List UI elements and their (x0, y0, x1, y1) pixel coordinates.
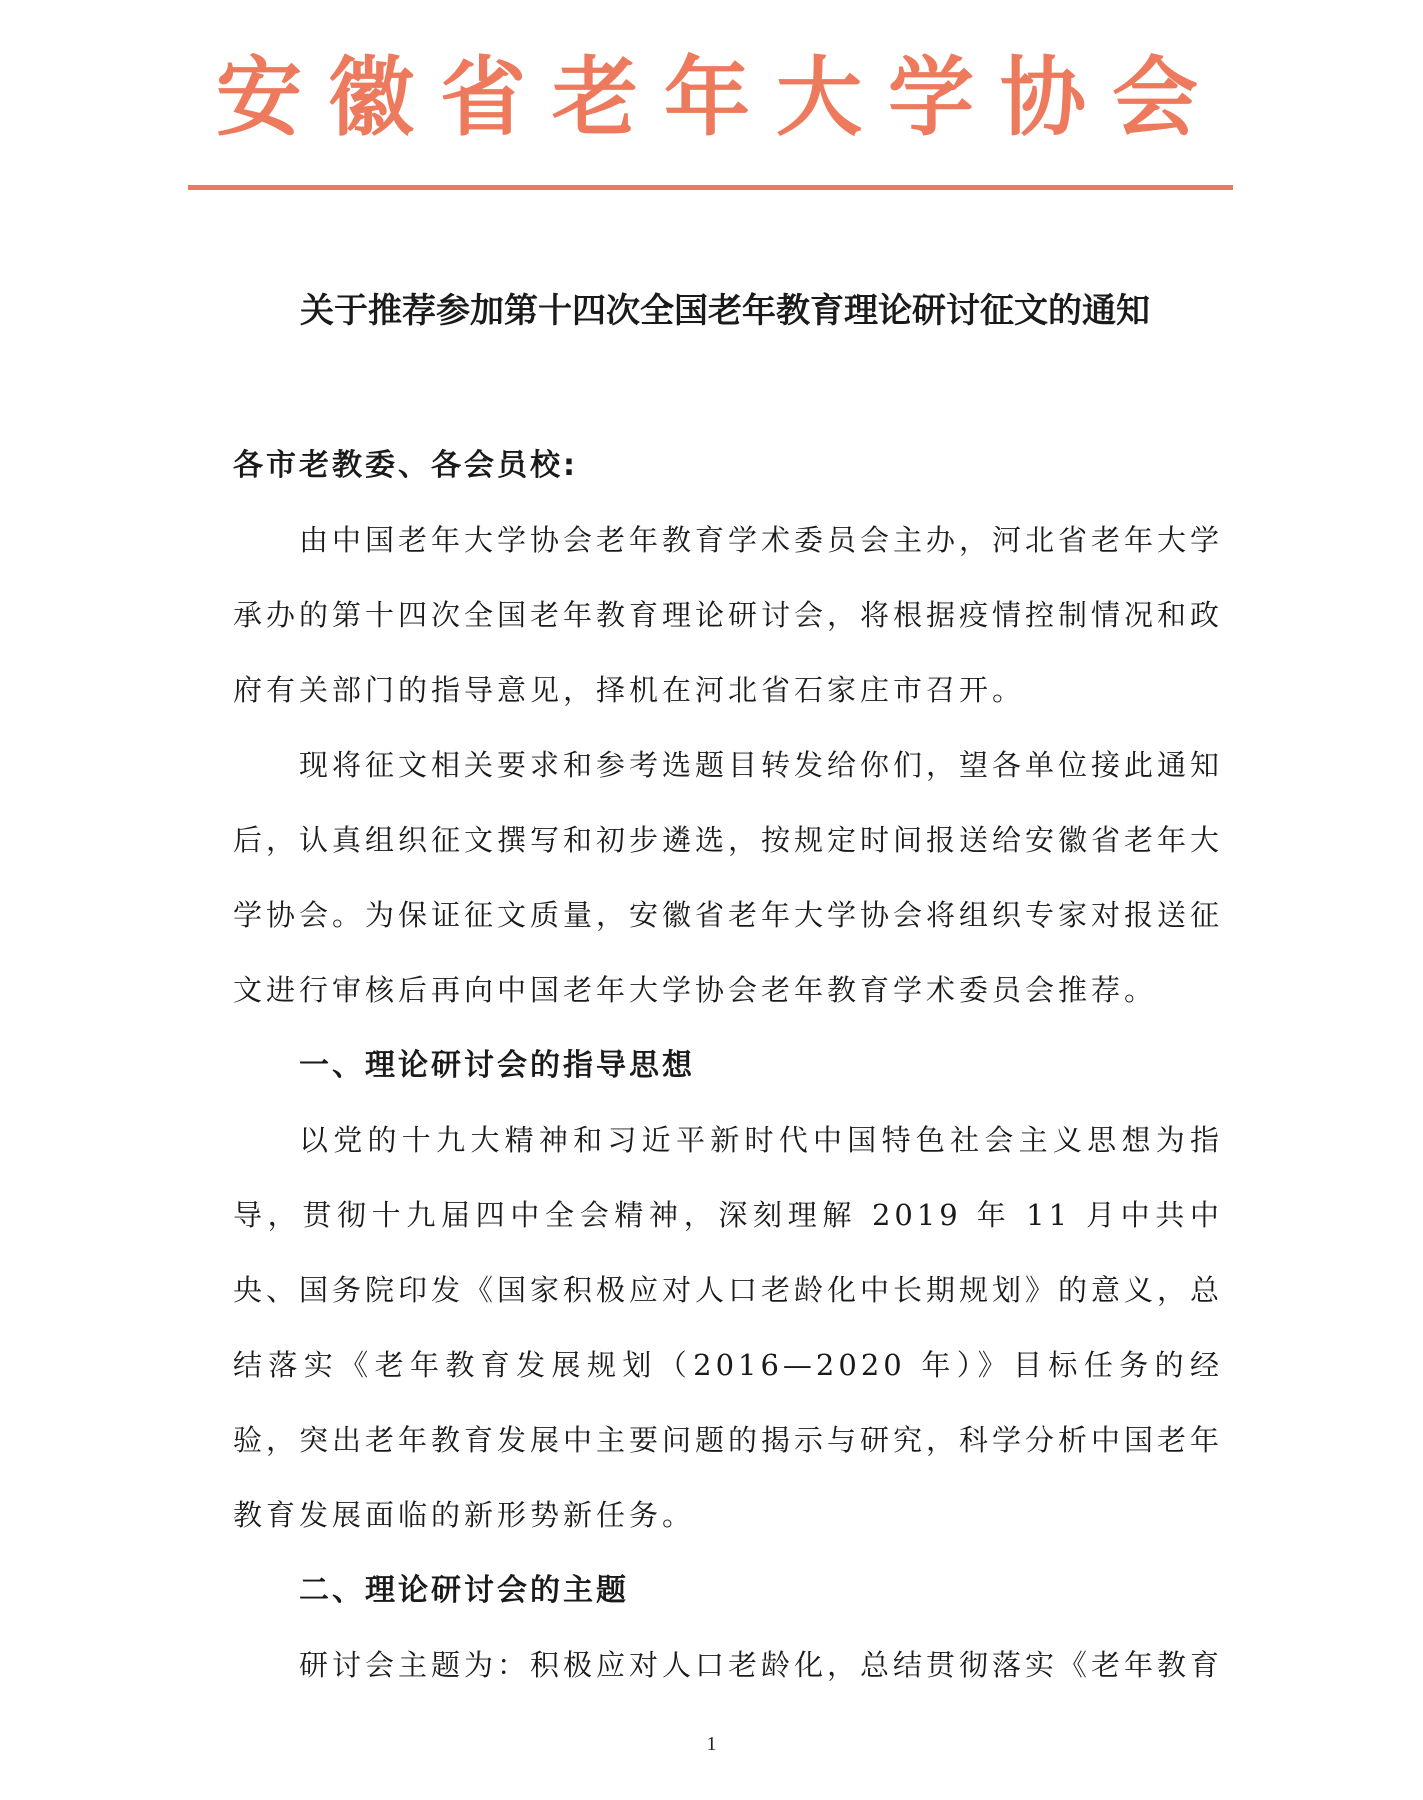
paragraph-theme: 研讨会主题为：积极应对人口老龄化，总结贯彻落实《老年教育 (299, 1648, 1224, 1682)
paragraph-intro: 由中国老年大学协会老年教育学术委员会主办，河北省老年大学承办的第十四次全国老年教育理论研讨会，将根据疫情控制情况和政府有关部门的指导意见，择机在河北省石家庄市召开。 (233, 523, 1224, 707)
section-heading-guiding-ideology: 一、理论研讨会的指导思想 (299, 1048, 695, 1083)
section-heading-theme: 二、理论研讨会的主题 (299, 1573, 629, 1608)
page-number: 1 (706, 1733, 717, 1755)
paragraph-requirements: 现将征文相关要求和参考选题目转发给你们，望各单位接此通知后，认真组织征文撰写和初步遴选，按规定时间报送给安徽省老年大学协会。为保证征文质量，安徽省老年大学协会将组织专家对报送征文进行审核后再向中国老年大学协会老年教育学术委员会推荐。 (233, 748, 1224, 1007)
salutation: 各市老教委、各会员校: (233, 448, 578, 483)
paragraph-guiding-ideology: 以党的十九大精神和习近平新时代中国特色社会主义思想为指导，贯彻十九届四中全会精神，深刻理解 2019 年 11 月中共中央、国务院印发《国家积极应对人口老龄化中长期规划》的意义，总结落实《老年教育发展规划（2016—2020 年）》目标任务的经验，突出老年教育发展中主要问题的揭示与研究，科学分析中国老年教育发展面临的新形势新任务。 (233, 1123, 1224, 1532)
letterhead-organization-name: 安徽省老年大学协会 (216, 47, 1224, 148)
document-title: 关于推荐参加第十四次全国老年教育理论研讨征文的通知 (300, 291, 1150, 331)
letterhead-red-rule (188, 185, 1233, 190)
document-body (233, 428, 1223, 1703)
